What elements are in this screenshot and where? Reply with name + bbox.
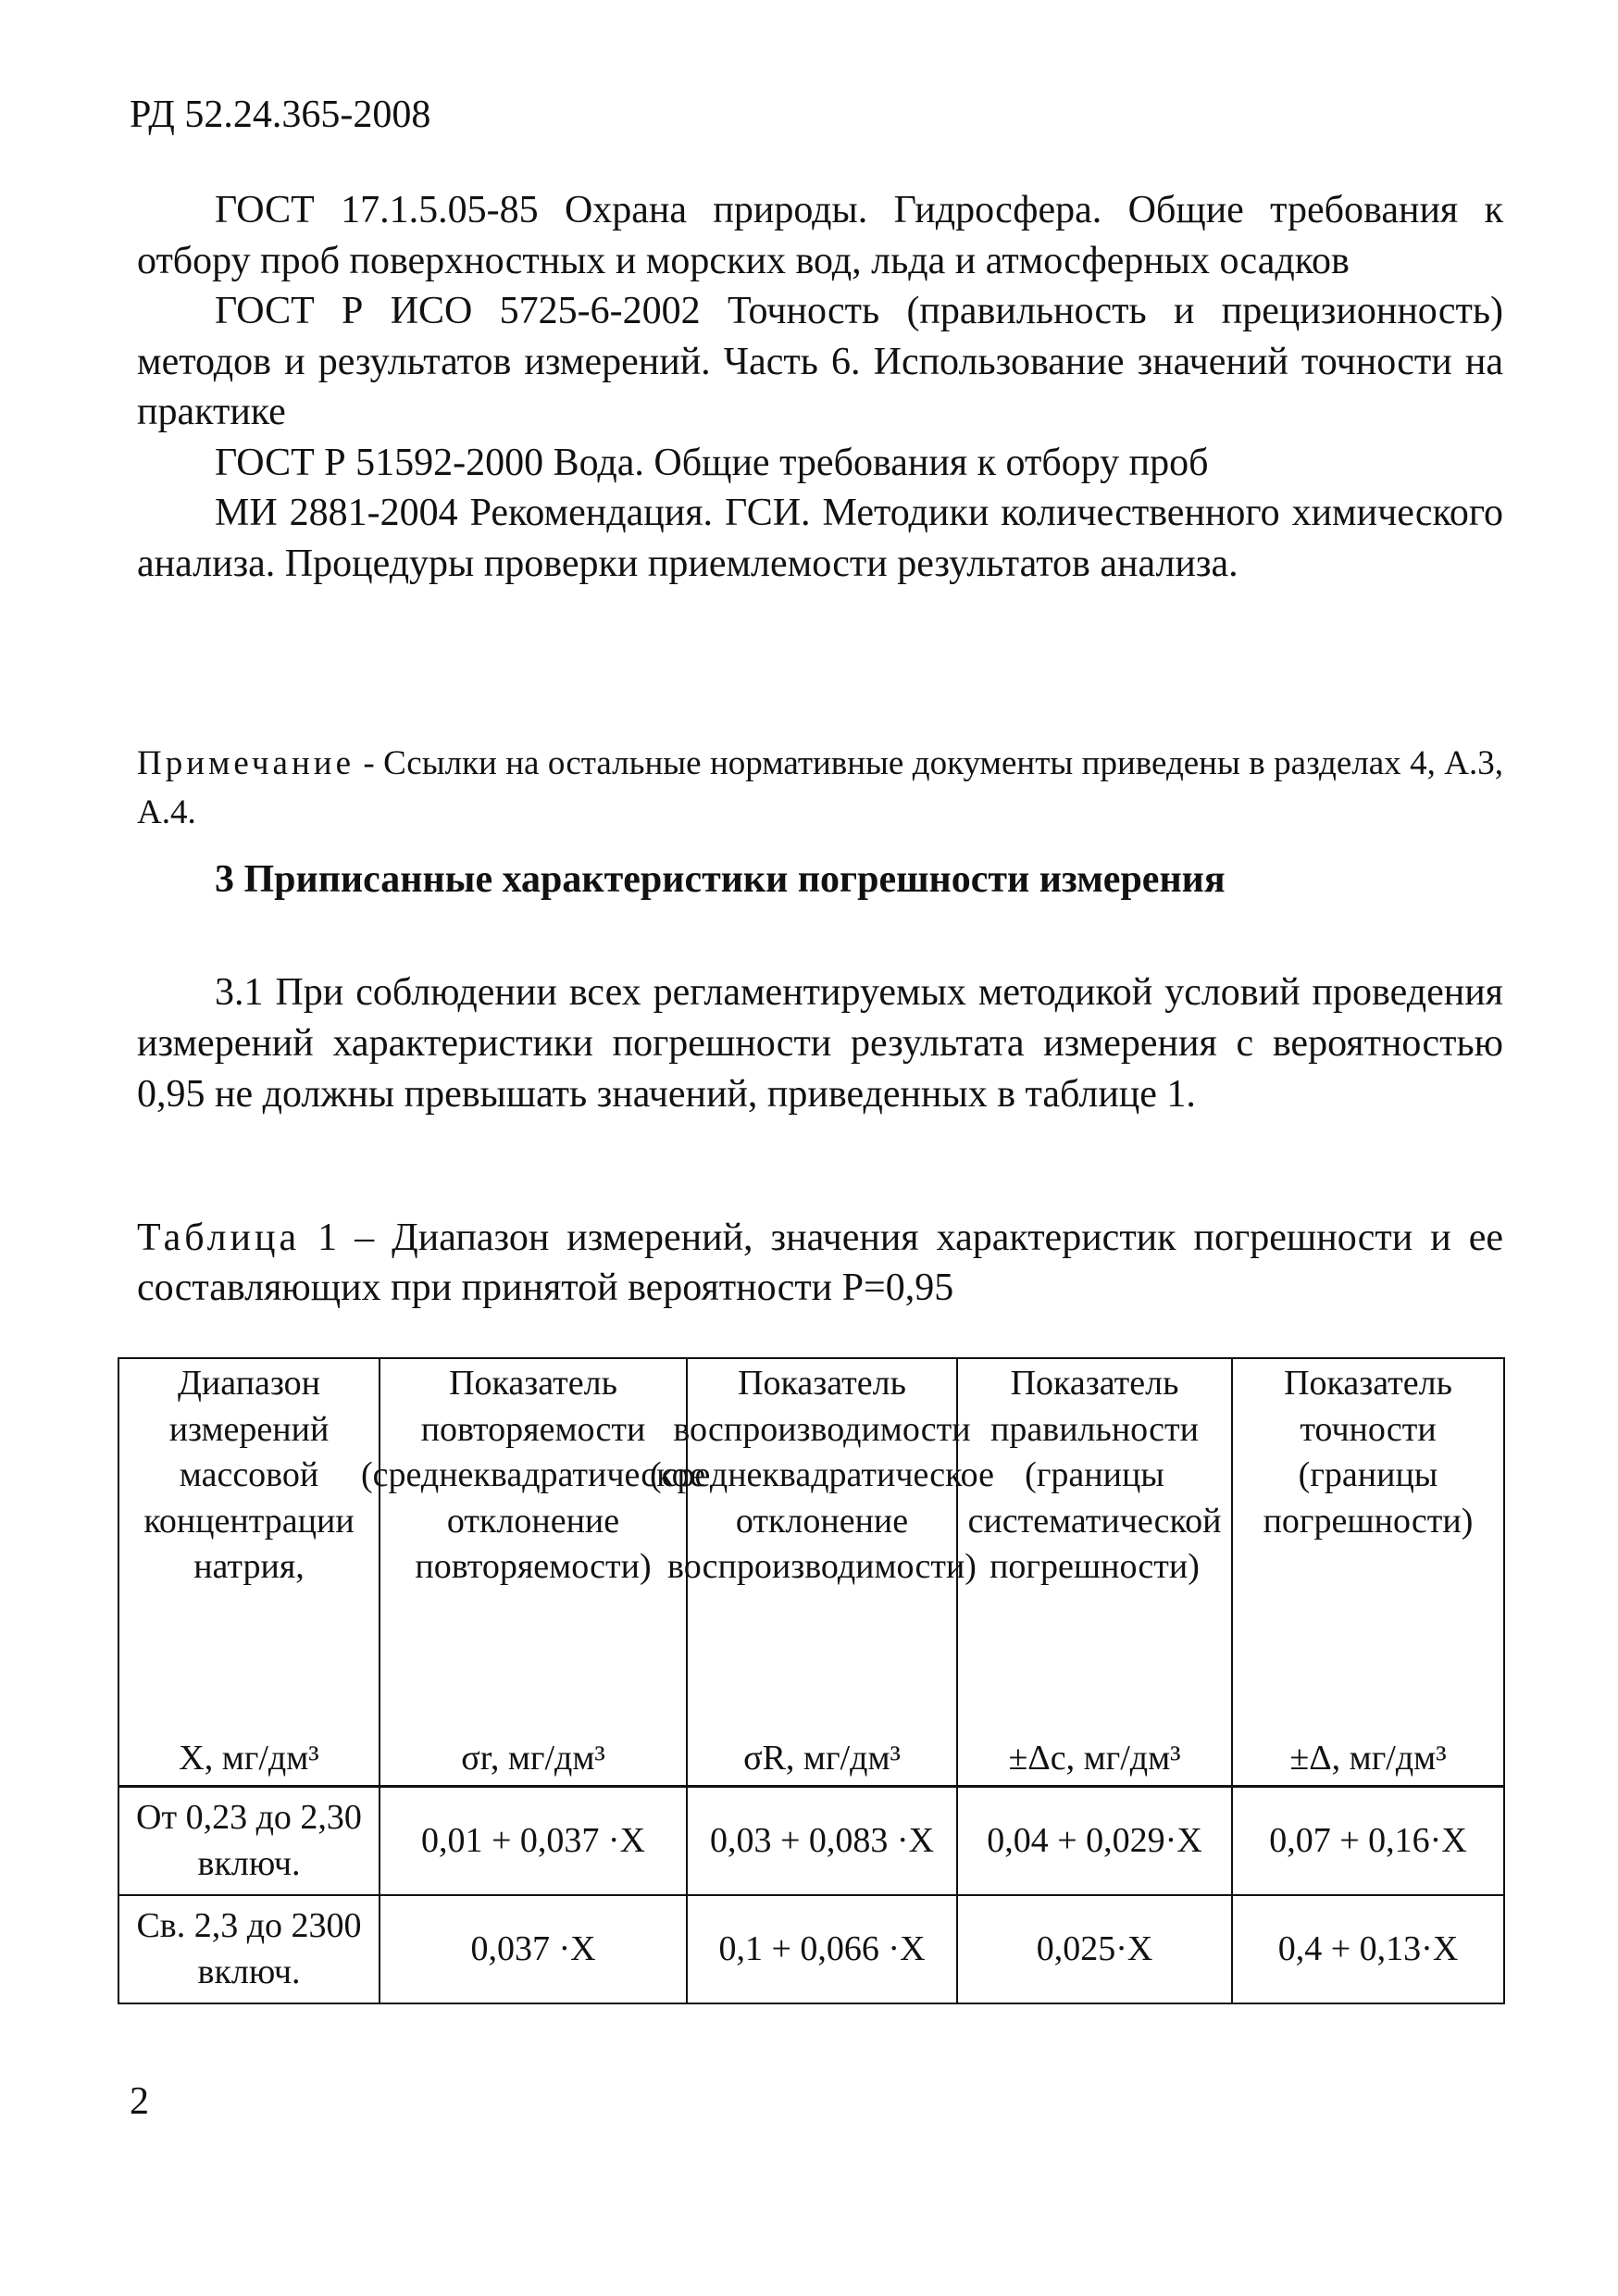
header-description: Показатель правильности (границы систематической погрешности): [967, 1364, 1222, 1586]
table-caption: [137, 1213, 1503, 1313]
table-header-cell: [650, 1358, 995, 1787]
table-row: [118, 1895, 1504, 2003]
table-cell: 0,01 + 0,037 ·X: [380, 1787, 687, 1896]
header-description: Диапазон измерений массовой концентрации натрия,: [143, 1364, 355, 1586]
paragraph-3-1: 3.1 При соблюдении всех регламентируемых методикой условий проведения измерений характеристики погрешности результата измерения с вероятностью 0,95 не должны превышать значений, приведенных в таблице 1.: [137, 971, 1503, 1116]
page-number: 2: [130, 2080, 149, 2123]
header-unit: σr, мг/дм³: [461, 1738, 605, 1778]
header-unit: ±Δ, мг/дм³: [1289, 1738, 1447, 1778]
reference-item: МИ 2881-2004 Рекомендация. ГСИ. Методики количественного химического анализа. Процедуры проверки приемлемости результатов анализа.: [137, 492, 1503, 585]
table-cell-range: Св. 2,3 до 2300 включ.: [118, 1895, 380, 2003]
table-header-cell: [1232, 1358, 1504, 1787]
error-characteristics-table: [118, 1357, 1505, 2004]
header-description: Показатель воспроизводимости (среднеквадратическое отклонение воспроизводимости): [650, 1364, 995, 1586]
table-header-cell: [118, 1358, 380, 1787]
table-header-row: [118, 1358, 1504, 1787]
table-row: [118, 1787, 1504, 1896]
table-header-cell: [361, 1358, 706, 1787]
table-header-cell: [957, 1358, 1232, 1787]
header-unit: ±Δс, мг/дм³: [1008, 1738, 1181, 1778]
table-cell: 0,07 + 0,16·X: [1232, 1787, 1504, 1896]
table-caption-text: 1 – Диапазон измерений, значения характеристик погрешности и ее составляющих при принятой вероятности Р=0,95: [137, 1217, 1503, 1309]
header-unit: X, мг/дм³: [179, 1738, 319, 1778]
table-cell: 0,025·X: [957, 1895, 1232, 2003]
note-text: - Ссылки на остальные нормативные документы приведены в разделах 4, А.3, А.4.: [137, 744, 1503, 831]
table-cell-range: От 0,23 до 2,30 включ.: [118, 1787, 380, 1896]
table-cell: 0,03 + 0,083 ·X: [687, 1787, 957, 1896]
document-code: РД 52.24.365-2008: [130, 94, 431, 136]
table-cell: 0,1 + 0,066 ·X: [687, 1895, 957, 2003]
header-unit: σR, мг/дм³: [743, 1738, 901, 1778]
note: [137, 739, 1503, 837]
normative-references: [137, 185, 1503, 589]
table-cell: 0,037 ·X: [380, 1895, 687, 2003]
reference-item: ГОСТ Р ИСО 5725-6-2002 Точность (правильность и прецизионность) методов и результатов измерений. Часть 6. Использование значений точности на практике: [137, 290, 1503, 433]
section-heading: 3 Приписанные характеристики погрешности измерения: [215, 858, 1226, 901]
table-cell: 0,04 + 0,029·X: [957, 1787, 1232, 1896]
table-caption-label: Таблица: [137, 1217, 301, 1259]
note-label: Примечание: [137, 744, 355, 782]
reference-item: ГОСТ Р 51592-2000 Вода. Общие требования к отбору проб: [215, 441, 1209, 484]
header-description: Показатель повторяемости (среднеквадратическое отклонение повторяемости): [361, 1364, 706, 1586]
table-cell: 0,4 + 0,13·X: [1232, 1895, 1504, 2003]
reference-item: ГОСТ 17.1.5.05-85 Охрана природы. Гидросфера. Общие требования к отбору проб поверхностных и морских вод, льда и атмосферных осадков: [137, 189, 1503, 282]
header-description: Показатель точности (границы погрешности): [1263, 1364, 1474, 1541]
